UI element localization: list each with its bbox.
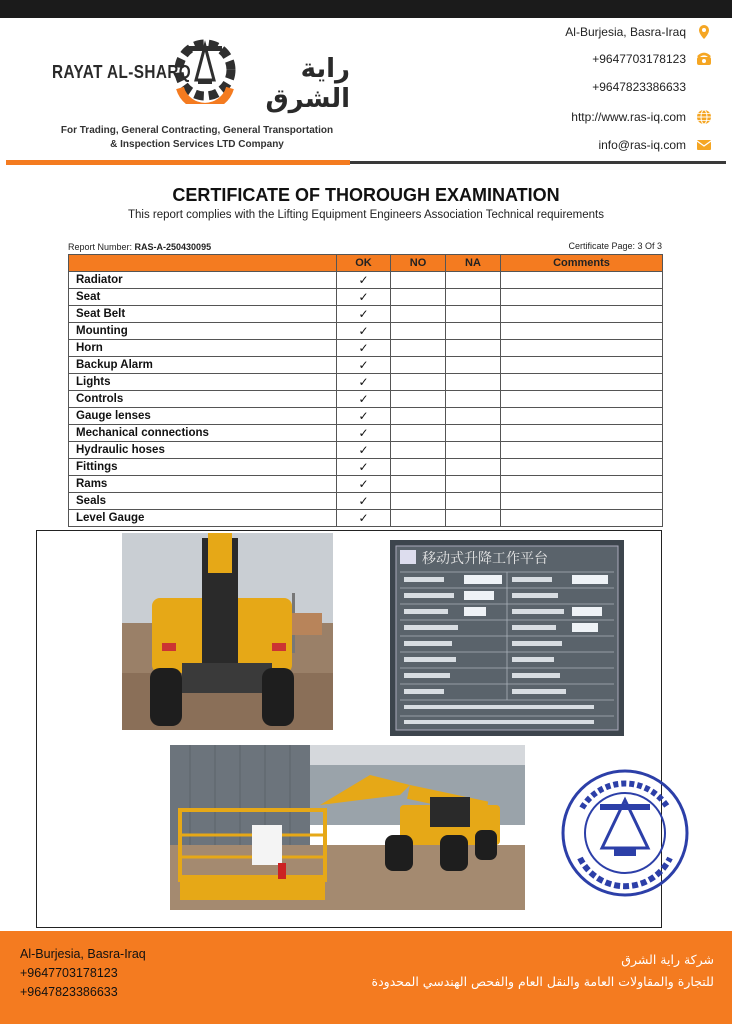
checkmark-icon: ✓ — [358, 341, 369, 355]
header-na: NA — [446, 255, 501, 272]
no-cell — [391, 425, 446, 442]
header-comments: Comments — [501, 255, 663, 272]
ok-cell — [337, 476, 391, 493]
checklist-item-label: Controls — [69, 391, 337, 408]
comments-cell — [501, 391, 663, 408]
checkmark-icon: ✓ — [358, 426, 369, 440]
comments-cell — [501, 459, 663, 476]
comments-cell — [501, 425, 663, 442]
checklist-row — [69, 272, 663, 289]
checkmark-icon: ✓ — [358, 392, 369, 406]
checklist-row — [69, 374, 663, 391]
checklist-item-label: Lights — [69, 374, 337, 391]
checklist-row — [69, 357, 663, 374]
comments-cell — [501, 408, 663, 425]
checklist-item-label: Rams — [69, 476, 337, 493]
no-cell — [391, 459, 446, 476]
na-cell — [446, 289, 501, 306]
comments-cell — [501, 306, 663, 323]
no-cell — [391, 306, 446, 323]
ok-cell — [337, 374, 391, 391]
inspection-checklist — [68, 254, 663, 527]
checklist-item-label: Level Gauge — [69, 510, 337, 527]
footer-company-ar: شركة راية الشرق للتجارة والمقاولات العامة والنقل العام والفحص الهندسي المحدودة — [371, 952, 714, 989]
comments-cell — [501, 493, 663, 510]
photo-work-platform — [170, 745, 525, 910]
comments-cell — [501, 374, 663, 391]
header-rule-dark — [350, 161, 726, 164]
na-cell — [446, 442, 501, 459]
checkmark-icon: ✓ — [358, 358, 369, 372]
na-cell — [446, 391, 501, 408]
na-cell — [446, 306, 501, 323]
checklist-row — [69, 425, 663, 442]
phone-icon — [696, 51, 712, 67]
na-cell — [446, 510, 501, 527]
contact-website[interactable]: http://www.ras-iq.com — [571, 109, 712, 125]
checklist-row — [69, 306, 663, 323]
checkmark-icon: ✓ — [358, 443, 369, 457]
comments-cell — [501, 442, 663, 459]
no-cell — [391, 374, 446, 391]
logo-name-ar: راية الشرق — [265, 54, 350, 114]
no-cell — [391, 272, 446, 289]
footer-phone2[interactable]: +9647823386633 — [20, 985, 118, 999]
checklist-row — [69, 459, 663, 476]
no-cell — [391, 493, 446, 510]
comments-cell — [501, 510, 663, 527]
no-cell — [391, 476, 446, 493]
ok-cell — [337, 459, 391, 476]
checklist-item-label: Horn — [69, 340, 337, 357]
checklist-row — [69, 510, 663, 527]
company-logo — [50, 24, 350, 120]
checklist-item-label: Mechanical connections — [69, 425, 337, 442]
company-tagline: For Trading, General Contracting, General Transportation & Inspection Services LTD Company — [60, 125, 334, 150]
checklist-row — [69, 493, 663, 510]
no-cell — [391, 289, 446, 306]
ok-cell — [337, 306, 391, 323]
header-ok: OK — [337, 255, 391, 272]
globe-icon — [696, 109, 712, 125]
ok-cell — [337, 493, 391, 510]
na-cell — [446, 493, 501, 510]
comments-cell — [501, 323, 663, 340]
certificate-subtitle: This report complies with the Lifting Equipment Engineers Association Technical requirements — [127, 209, 604, 221]
ok-cell — [337, 425, 391, 442]
checklist-body — [69, 272, 663, 527]
na-cell — [446, 425, 501, 442]
checkmark-icon: ✓ — [358, 307, 369, 321]
footer-contact — [20, 945, 146, 1002]
logo-name-en: RAYAT AL-SHARQ — [52, 62, 192, 82]
checklist-row — [69, 408, 663, 425]
comments-cell — [501, 357, 663, 374]
checklist-row — [69, 476, 663, 493]
certificate-title: CERTIFICATE OF THOROUGH EXAMINATION — [172, 185, 560, 205]
checklist-row — [69, 289, 663, 306]
ok-cell — [337, 510, 391, 527]
nameplate-title: 移动式升降工作平台 — [422, 551, 548, 567]
comments-cell — [501, 272, 663, 289]
checklist-item-label: Backup Alarm — [69, 357, 337, 374]
no-cell — [391, 340, 446, 357]
na-cell — [446, 408, 501, 425]
report-number: Report Number: RAS-A-250430095 — [68, 242, 212, 252]
header-no: NO — [391, 255, 446, 272]
checklist-item-label: Mounting — [69, 323, 337, 340]
envelope-icon — [696, 137, 712, 153]
no-cell — [391, 357, 446, 374]
ok-cell — [337, 272, 391, 289]
checklist-item-label: Radiator — [69, 272, 337, 289]
ok-cell — [337, 442, 391, 459]
checklist-item-label: Seat — [69, 289, 337, 306]
no-cell — [391, 391, 446, 408]
checklist-item-label: Gauge lenses — [69, 408, 337, 425]
no-cell — [391, 510, 446, 527]
comments-cell — [501, 289, 663, 306]
contact-email[interactable]: info@ras-iq.com — [598, 137, 712, 153]
header-rule-orange — [6, 160, 350, 165]
na-cell — [446, 459, 501, 476]
comments-cell — [501, 476, 663, 493]
na-cell — [446, 272, 501, 289]
ok-cell — [337, 340, 391, 357]
contact-phone2[interactable]: +9647823386633 — [592, 80, 686, 94]
na-cell — [446, 340, 501, 357]
ok-cell — [337, 357, 391, 374]
ok-cell — [337, 289, 391, 306]
checkmark-icon: ✓ — [358, 409, 369, 423]
company-stamp — [560, 768, 690, 898]
photo-machine-rear — [122, 533, 333, 730]
footer-address: Al-Burjesia, Basra-Iraq — [20, 947, 146, 961]
checklist-item-label: Fittings — [69, 459, 337, 476]
ok-cell — [337, 408, 391, 425]
checklist-item-label: Seat Belt — [69, 306, 337, 323]
top-bar — [0, 0, 732, 18]
footer — [0, 931, 732, 1024]
checklist-item-label: Seals — [69, 493, 337, 510]
footer-phone1[interactable]: +9647703178123 — [20, 966, 118, 980]
location-pin-icon — [696, 24, 712, 40]
no-cell — [391, 408, 446, 425]
na-cell — [446, 476, 501, 493]
checklist-item-label: Hydraulic hoses — [69, 442, 337, 459]
checklist-header-row — [69, 255, 663, 272]
checkmark-icon: ✓ — [358, 273, 369, 287]
photo-nameplate — [390, 540, 624, 736]
contact-phone1[interactable]: +9647703178123 — [592, 51, 712, 67]
comments-cell — [501, 340, 663, 357]
ok-cell — [337, 391, 391, 408]
contact-address: Al-Burjesia, Basra-Iraq — [565, 24, 712, 40]
no-cell — [391, 323, 446, 340]
checkmark-icon: ✓ — [358, 494, 369, 508]
checklist-row — [69, 442, 663, 459]
checkmark-icon: ✓ — [358, 477, 369, 491]
na-cell — [446, 357, 501, 374]
ok-cell — [337, 323, 391, 340]
no-cell — [391, 442, 446, 459]
na-cell — [446, 323, 501, 340]
certificate-page: Certificate Page: 3 Of 3 — [568, 241, 662, 251]
checkmark-icon: ✓ — [358, 460, 369, 474]
checklist-row — [69, 391, 663, 408]
na-cell — [446, 374, 501, 391]
checklist-row — [69, 323, 663, 340]
checkmark-icon: ✓ — [358, 290, 369, 304]
checkmark-icon: ✓ — [358, 375, 369, 389]
header-item — [69, 255, 337, 272]
checkmark-icon: ✓ — [358, 511, 369, 525]
checkmark-icon: ✓ — [358, 324, 369, 338]
checklist-row — [69, 340, 663, 357]
